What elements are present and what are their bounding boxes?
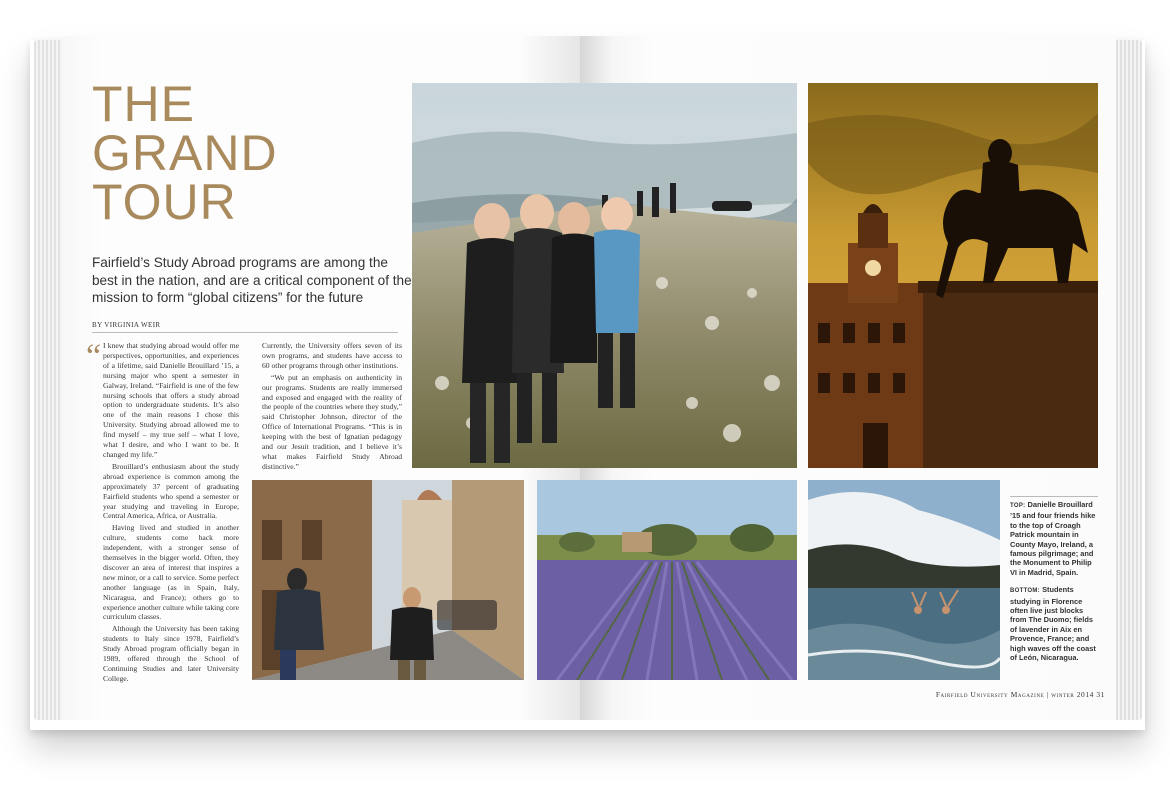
photo-croagh-patrick-hikers bbox=[412, 83, 797, 468]
photo-florence-street bbox=[252, 480, 524, 680]
title-line: GRAND bbox=[92, 125, 278, 181]
photo-madrid-monument bbox=[808, 83, 1098, 468]
article-deck: Fairfield’s Study Abroad programs are among the best in the nation, and are a critical component of the mission to form “global citizens” for the future bbox=[92, 255, 412, 305]
byline: BY VIRGINIA WEIR bbox=[92, 321, 161, 329]
caption-top-label: TOP: bbox=[1010, 503, 1026, 509]
caption-bottom-text: Students studying in Florence often live just blocks from The Duomo; fields of lavender in Aix en Provence, France; and high waves off the coast of León, Nicaragua. bbox=[1010, 585, 1096, 663]
body-column-2 bbox=[262, 341, 402, 474]
caption-top bbox=[1010, 500, 1098, 577]
page-edges-left bbox=[34, 40, 64, 720]
article-title bbox=[92, 76, 392, 230]
photo-caption bbox=[1010, 496, 1098, 671]
body-column-1 bbox=[103, 341, 239, 686]
caption-top-text: Danielle Brouillard ’15 and four friends hike to the top of Croagh Patrick mountain in County Mayo, Ireland, a famous pilgrimage; and the Monument to Philip VI in Madrid, Spain. bbox=[1010, 500, 1096, 577]
drop-quote-mark: “ bbox=[86, 338, 102, 375]
body-paragraph: Having lived and studied in another culture, students come back more independent, with a stronger sense of themselves in the bigger world. Often, they discover an area of interest that inspires a new minor, or a call to service. Some perfect another language (as in Spain, Italy, Nicaragua, and France); others go to experience another culture while taking core curriculum classes. bbox=[103, 523, 239, 622]
page-folio: Fairfield University Magazine | winter 2014 31 bbox=[935, 690, 1105, 699]
title-line: THE bbox=[92, 76, 195, 132]
title-line: TOUR bbox=[92, 174, 237, 230]
body-paragraph: I knew that studying abroad would offer me perspectives, opportunities, and experiences of a lifetime, said Danielle Brouillard ’15, a nursing major who spent a semester in Galway, Ireland. “Fairfield is one of the few nursing schools that offers a study abroad option to undergraduate students. It’s also one of the main reasons I chose this University. Studying abroad allowed me to find myself – my true self – what I love, what I desire, and who I want to be. It changed my life.” bbox=[103, 341, 239, 459]
body-paragraph: Currently, the University offers seven of its own programs, and students have access to 60 other programs through other institutions. bbox=[262, 341, 402, 370]
body-paragraph: “We put an emphasis on authenticity in our programs. Students are really immersed and exposed and engaged with the reality of the people of the countries where they study,” said Christopher Johnson, director of the Office of International Programs. “This is in keeping with the best of Ignatian pedagogy and our Jesuit tradition, and I believe it’s what makes Fairfield Study Abroad distinctive.” bbox=[262, 372, 402, 471]
photo-lavender-fields bbox=[537, 480, 797, 680]
body-paragraph: Although the University has been taking students to Italy since 1978, Fairfield’s Study Abroad program officially began in 1989, offered through the School of Continuing Studies and later University College. bbox=[103, 624, 239, 683]
body-paragraph: Brouillard’s enthusiasm about the study abroad experience is common among the approximately 37 percent of graduating Fairfield students who spend a semester or year studying and traveling in Europe, Central America, Africa, or Australia. bbox=[103, 461, 239, 521]
caption-bottom-label: BOTTOM: bbox=[1010, 588, 1040, 595]
photo-nicaragua-waves bbox=[808, 480, 1000, 680]
page-edges-right bbox=[1114, 40, 1142, 720]
byline-rule bbox=[92, 332, 398, 333]
caption-bottom bbox=[1010, 585, 1098, 662]
